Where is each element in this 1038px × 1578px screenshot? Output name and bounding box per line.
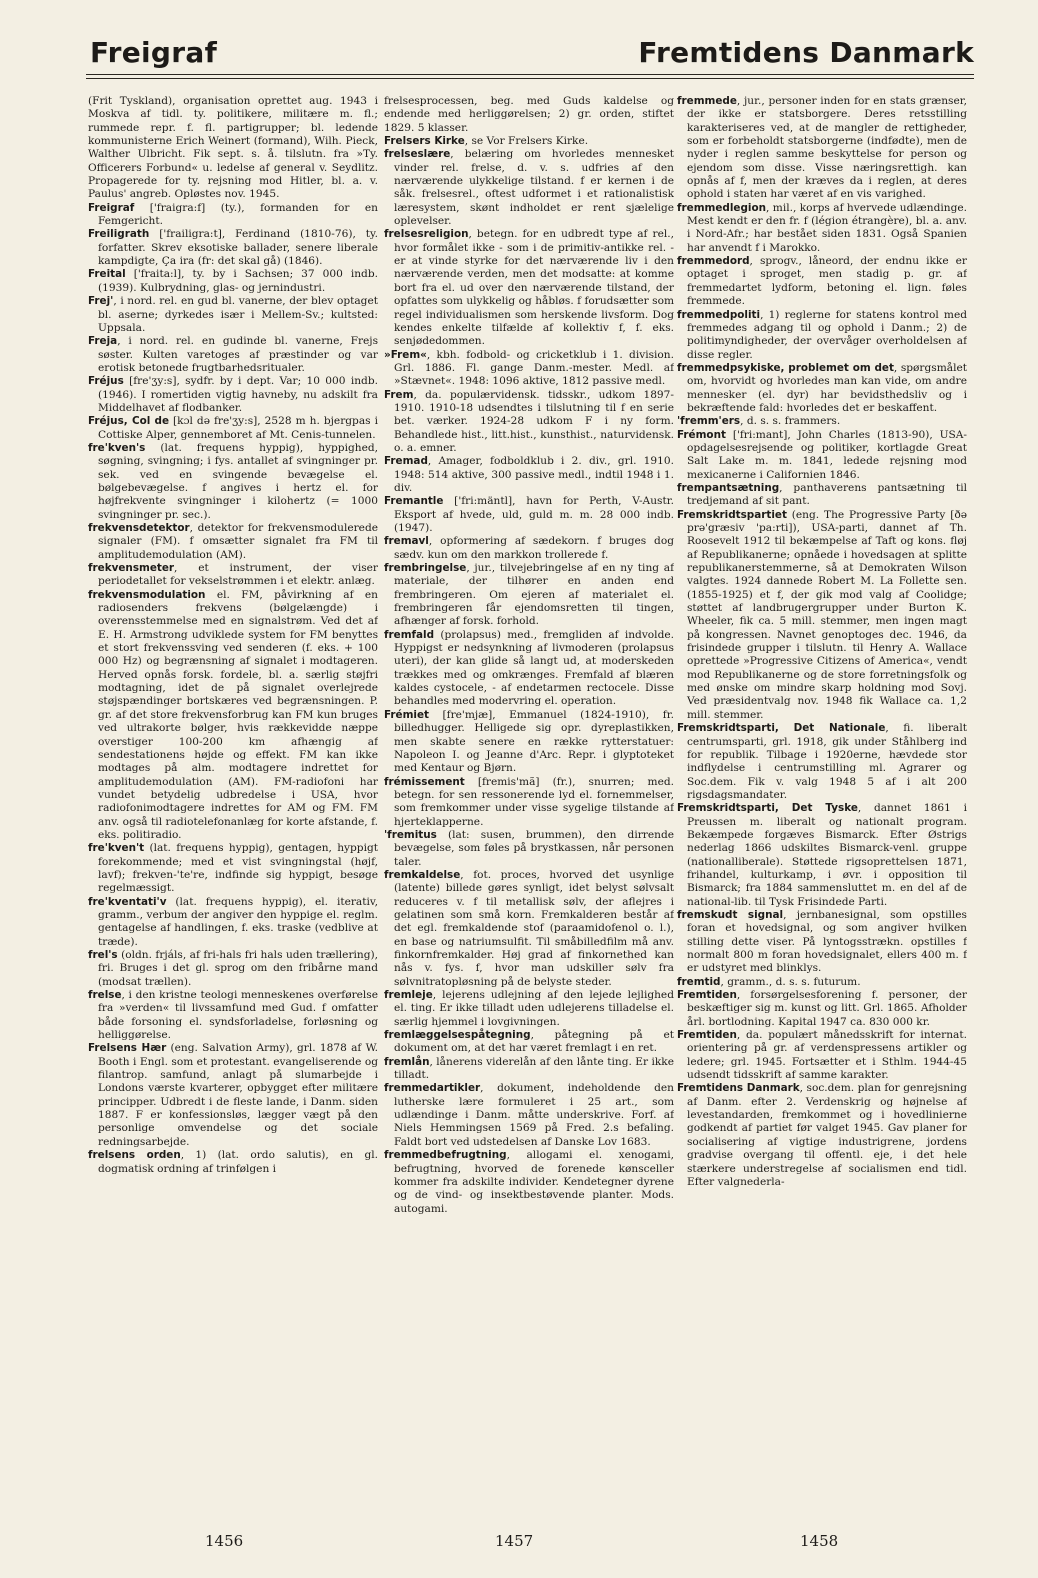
entry-definition: , sprogv., låneord, der endnu ikke er optaget i sproget, men stadig p. gr. af fremmedartet lydform, betoning el. lign. føles fremmede. <box>687 255 967 308</box>
entry-headword: Freigraf <box>88 201 135 214</box>
entry-definition: , påtegning på et dokument om, at det har været fremlagt i en ret. <box>394 1029 674 1055</box>
entry-definition: , spørgsmålet om, hvorvidt og hvorledes man kan vide, om andre mennesker (el. dyr) har bevidsthedsliv og i bekræftende fald: hvorledes det er beskaffent. <box>687 361 967 414</box>
guide-word-right: Fremtidens Danmark <box>638 36 974 69</box>
dictionary-entry <box>677 909 967 976</box>
entry-headword: Fremskridtsparti, Det Tyske <box>677 802 858 815</box>
entry-definition: , da. populærvidensk. tidsskr., udkom 1897-1910. 1910-18 udsendtes i tilslutning til f en serie bet. værker. 1924-28 udkom F i ny form. Behandlede hist., litt.hist., kunsthist., naturvidensk. o. a. emner. <box>394 388 674 454</box>
entry-definition: [fremis'mã] (fr.), snurren; med. betegn. for sen ressonerende lyd el. fornemmelser, som fremkommer under visse sygelige tilstande af hjerteklapperne. <box>394 775 674 828</box>
dictionary-entry <box>384 1082 674 1149</box>
entry-headword: Fremtiden <box>677 989 737 1002</box>
entry-headword: Freiligrath <box>88 228 150 241</box>
dictionary-entry <box>88 842 378 895</box>
entry-headword: frekvensdetektor <box>88 522 190 534</box>
dictionary-entry <box>88 375 378 415</box>
guide-word-left: Freigraf <box>90 36 218 69</box>
entry-headword: frelseslære <box>384 148 451 161</box>
entry-headword: Fréjus, Col de <box>88 415 170 428</box>
entry-headword: fremfald <box>384 628 435 641</box>
entry-headword: fremmedpoliti <box>677 308 761 321</box>
entry-definition: , lånerens viderelån af den lånte ting. Er ikke tilladt. <box>394 1055 674 1082</box>
dictionary-entry <box>88 949 378 989</box>
entry-headword: fremlæggelsespåtegning <box>384 1029 531 1042</box>
entry-definition: (lat: susen, brummen), den dirrende bevægelse, som føles på brystkassen, når personen taler. <box>394 828 674 868</box>
entry-definition: , dokument, indeholdende den lutherske lære formuleret i 25 art., som udlændinge i Danm. måtte underskrive. Forf. af Niels Hemmingsen 1569 på Fred. 2.s befaling. Faldt bort ved udstedelsen af Danske Lov 1683. <box>394 1082 674 1148</box>
entry-definition: , d. s. s. frammers. <box>740 415 841 428</box>
dictionary-entry <box>384 95 674 135</box>
entry-headword: »Frem« <box>384 348 427 361</box>
entry-definition: ['fraigra:f] (ty.), formanden for en Femgericht. <box>98 201 378 228</box>
dictionary-entry <box>88 202 378 229</box>
dictionary-entry <box>88 896 378 949</box>
entry-definition: [fre'ʒy:s], sydfr. by i dept. Var; 10 000 indb. (1946). I romertiden vigtig havneby, nu adskilt fra Middelhavet af flodbanker. <box>98 375 378 414</box>
entry-definition: , i nord. rel. en gud bl. vanerne, der blev optaget bl. aserne; dyrkedes især i Mellem-Sv.; kultsted: Uppsala. <box>98 295 378 334</box>
entry-definition: (oldn. frjáls, af fri-hals fri hals uden trællering), fri. Bruges i det gl. sprog om den fribårne mand (modsat trællen). <box>98 949 378 988</box>
dictionary-entry <box>384 389 674 456</box>
dictionary-entry <box>677 722 967 802</box>
dictionary-entry <box>384 776 674 829</box>
entry-headword: frekvensmodulation <box>88 588 206 601</box>
entry-headword: Frelsers Kirke <box>384 135 465 148</box>
dictionary-entry <box>384 869 674 989</box>
dictionary-entry <box>677 415 967 428</box>
dictionary-entry <box>384 1149 674 1216</box>
entry-definition: (eng. Salvation Army), grl. 1878 af W. Booth i Engl. som et protestant. evangeliserende og filantrop. samfund, anlagt på slumarbejde i Londons værste kvarterer, opbygget efter militære principper. Udbredt i de fleste lande, i Danm. siden 1887. F er konfessionsløs, lægger vægt på den personlige omvendelse og det sociale redningsarbejde. <box>98 1042 378 1148</box>
dictionary-entry <box>384 629 674 709</box>
entry-definition: (Frit Tyskland), organisation oprettet aug. 1943 i Moskva af tidl. ty. politikere, militære m. fl.; rummede repr. f. fl. partigrupper; bl. ledende kommunisterne Erich Weinert (formand), Wilh. Pieck, Walther Ulbricht. Fik sept. s. å. tilslutn. fra »Ty. Officerers Forbund« u. ledelse af general v. Seydlitz. Propagerede for ty. rejsning mod Hitler, bl. a. v. Paulus' angreb. Opløstes nov. 1945. <box>88 95 378 201</box>
dictionary-entry <box>88 562 378 589</box>
entry-definition: , soc.dem. plan for genrejsning af Danm. efter 2. Verdenskrig og højnelse af levestandarden, fremkommet og i hovedlinierne godkendt af partiet før valget 1945. Gav planer for socialisering af vigtige industrigrene, jordens gradvise overgang til offentl. eje, i det hele stærkere understregelse af socialismen end tidl. Efter valgnederla- <box>687 1082 967 1188</box>
dictionary-entry <box>677 802 967 909</box>
entry-headword: Fréjus <box>88 375 124 388</box>
entry-definition: , et instrument, der viser periodetallet for vekselstrømmen i et elektr. anlæg. <box>98 562 378 588</box>
dictionary-entry <box>384 135 674 148</box>
entry-headword: frel's <box>88 949 118 961</box>
dictionary-entry <box>384 228 674 348</box>
entry-headword: Frelsens Hær <box>88 1042 167 1055</box>
entry-headword: Frémiet <box>384 708 430 721</box>
entry-definition: (lat. frequens hyppig), el. iterativ, gramm., verbum der angiver den hyppige el. reglm. gentagelse af handlingen, f. eks. traske (vedblive at træde). <box>98 895 378 948</box>
dictionary-entry <box>88 415 378 442</box>
dictionary-entry <box>88 335 378 375</box>
page-number-left: 1456 <box>205 1532 244 1550</box>
entry-headword: Frem <box>384 388 414 401</box>
entry-headword: fremleje <box>384 989 433 1002</box>
entry-definition: , opformering af sædekorn. f bruges dog sædv. kun om den markkon trollerede f. <box>394 535 674 561</box>
entry-headword: fre'kven't <box>88 842 145 855</box>
entry-definition: , panthaverens pantsætning til tredjemand af sit pant. <box>687 481 967 508</box>
running-header <box>86 30 974 76</box>
entry-definition: , allogami el. xenogami, befrugtning, hvorved de forenede kønsceller kommer fra adskilte individer. Kendetegner dyrene og de vind- og insektbestøvende planter. Mods. autogami. <box>394 1149 674 1215</box>
entry-headword: fremmedartikler <box>384 1082 481 1095</box>
entry-headword: Freital <box>88 268 126 281</box>
entry-definition: ['fraita:l], ty. by i Sachsen; 37 000 indb. (1939). Kulbrydning, glas- og jernindustri. <box>98 268 378 294</box>
entry-definition: , jur., personer inden for en stats grænser, der ikke er statsborgere. Deres retsstilling karakteriseres ved, at de mangler de rettigheder, som er forbeholdt statsborgerne (indfødte), men de nyder i reglen samme beskyttelse for person og ejendom som disse. Visse næringsrettigh. kan opnås af f, men der kræves da i reglen, at deres ophold i staten har været af en vis varighed. <box>687 95 967 201</box>
entry-headword: frembringelse <box>384 562 467 575</box>
entry-definition: , i den kristne teologi menneskenes overførelse fra »verden« til livssamfund med Gud. f omfatter både forsoning el. syndsforladelse, forløsning og helliggørelse. <box>98 989 378 1042</box>
dictionary-entry <box>384 535 674 562</box>
entry-headword: fremmedord <box>677 255 750 268</box>
entry-definition: , mil., korps af hvervede udlændinge. Mest kendt er den fr. f (légion étrangère), bl. a. anv. i Nord-Afr.; har bestået siden 1831. Også Spanien har anvendt f i Marokko. <box>687 201 967 254</box>
dictionary-entry <box>384 989 674 1029</box>
entry-definition: , fi. liberalt centrumsparti, grl. 1918, gik under Ståhlberg ind for republik. Tilbage i 1920erne, hævdede stor indflydelse i centrumstilling ml. Agrarer og Soc.dem. Fik v. valg 1948 5 af i alt 200 rigsdagsmandater. <box>687 722 967 801</box>
entry-headword: fremmedbefrugtning <box>384 1149 507 1162</box>
entry-definition: , gramm., d. s. s. futurum. <box>720 975 861 988</box>
dictionary-entry <box>88 1149 378 1176</box>
dictionary-entry <box>677 429 967 482</box>
dictionary-entry <box>677 1029 967 1082</box>
header-rule <box>86 74 974 75</box>
entry-headword: Freja <box>88 335 118 348</box>
dictionary-entry <box>88 442 378 522</box>
entry-definition: (lat. frequens hyppig), gentagen, hyppigt forekommende; med et vist svingningstal (højf, lavf); frekven-'te're, indfinde sig hyppigt, besøge regelmæssigt. <box>98 842 378 895</box>
entry-headword: fremmedpsykiske, problemet om det <box>677 361 894 374</box>
entry-definition: frelsesprocessen, beg. med Guds kaldelse og endende med herliggørelsen; 2) gr. orden, stiftet 1829. 5 klasser. <box>384 95 674 134</box>
entry-headword: Fremantle <box>384 495 444 508</box>
dictionary-entry <box>88 295 378 335</box>
entry-headword: 'fremitus <box>384 828 437 841</box>
entry-definition: , 1) reglerne for statens kontrol med fremmedes adgang til og ophold i Danm.; 2) de politimyndigheder, der overvåger overholdelsen af disse regler. <box>687 308 967 361</box>
dictionary-entry <box>677 1082 967 1189</box>
entry-headword: frempantsætning <box>677 481 780 494</box>
entry-definition: , Amager, fodboldklub i 2. div., grl. 1910. 1948: 514 aktive, 300 passive medl., indtil 1948 i 1. div. <box>394 455 674 494</box>
header-rule-thin <box>86 78 974 79</box>
entry-headword: fremmedlegion <box>677 201 766 214</box>
dictionary-entry <box>88 95 378 202</box>
entry-headword: fre'kven's <box>88 441 146 454</box>
dictionary-entry <box>677 509 967 723</box>
entry-headword: fremtid <box>677 975 721 988</box>
dictionary-entry <box>677 989 967 1029</box>
dictionary-entry <box>88 522 378 562</box>
column-3 <box>677 95 967 1490</box>
dictionary-entry <box>677 309 967 362</box>
dictionary-entry <box>384 495 674 535</box>
column-1 <box>88 95 378 1490</box>
entry-definition: [fre'mjæ], Emmanuel (1824-1910), fr. billedhugger. Helligede sig opr. dyreplastikken, men skabte senere en række rytterstatuer: Napoleon I. og Jeanne d'Arc. Repr. i glyptoteket med Kentaur og Bjørn. <box>394 708 674 775</box>
entry-headword: frekvensmeter <box>88 562 175 575</box>
dictionary-entry <box>384 455 674 495</box>
entry-definition: (lat. frequens hyppig), hyppighed, søgning, svingning; i fys. antallet af svingninger pr. sek. ved en svingende bevægelse el. bølgebevægelse. f angives i hertz el. for højfrekvente svingninger i kilohertz (= 1000 svingninger pr. sec.). <box>98 441 378 521</box>
dictionary-entry <box>384 829 674 869</box>
dictionary-entry <box>384 562 674 629</box>
dictionary-entry <box>88 1042 378 1149</box>
entry-definition: , kbh. fodbold- og cricketklub i 1. division. Grl. 1886. Fl. gange Danm.-mester. Medl. af »Stævnet«. 1948: 1096 aktive, 1812 passive medl. <box>394 348 674 388</box>
entry-headword: fremskudt signal <box>677 908 784 921</box>
entry-headword: Fremtiden <box>677 1029 737 1042</box>
dictionary-entry <box>384 349 674 389</box>
entry-headword: frelsens orden <box>88 1149 181 1162</box>
dictionary-entry <box>384 1029 674 1056</box>
dictionary-entry <box>384 1056 674 1083</box>
entry-headword: 'fremm'ers <box>677 415 741 428</box>
entry-headword: Fremskridtspartiet <box>677 508 787 521</box>
entry-definition: ['fri:mäntl], havn for Perth, V-Austr. Eksport af hvede, uld, guld m. m. 28 000 indb. (1947). <box>394 495 674 534</box>
entry-headword: fremkaldelse <box>384 868 461 881</box>
entry-headword: Frej' <box>88 295 114 308</box>
entry-headword: fre'kventati'v <box>88 895 167 908</box>
dictionary-entry <box>88 589 378 843</box>
dictionary-entry <box>677 255 967 308</box>
dictionary-entry <box>677 95 967 202</box>
entry-headword: frelsesreligion <box>384 228 469 241</box>
dictionary-entry <box>384 709 674 776</box>
entry-definition: , belæring om hvorledes mennesket vinder rel. frelse, d. v. s. udfries af den nærværende ulykkelige tilstand. f er kernen i de såk. frelsesrel., oftest udformet i et rationalistisk læresystem, skønt indholdet er rent sjælelige oplevelser. <box>394 148 674 228</box>
entry-definition: , lejerens udlejning af den lejede lejlighed el. ting. Er ikke tilladt uden udlejerens tilladelse el. særlig hjemmel i lovgivningen. <box>394 989 674 1028</box>
entry-definition: , detektor for frekvensmodulerede signaler (FM). f omsætter signalet fra FM til amplitudemodulation (AM). <box>98 522 378 561</box>
entry-headword: frémissement <box>384 775 465 788</box>
entry-definition: , jernbanesignal, som opstilles foran et hovedsignal, og som angiver hvilken stilling dette viser. På lyntogsstrækn. opstilles f normalt 800 m foran hovedsignalet, ellers 400 m. f er udstyret med blinklys. <box>687 908 967 975</box>
dictionary-entry <box>677 482 967 509</box>
entry-headword: frelse <box>88 989 122 1002</box>
entry-definition: , dannet 1861 i Preussen m. liberalt og nationalt program. Bekæmpede forgæves Bismarck. Efter Østrigs nederlag 1866 udskiltes Bismarck-venl. gruppe (nationalliberale). Støttede rigsoprettelsen 1871, frihandel, kulturkamp, i øvr. i opposition til Bismarck; fra 1884 sammensluttet m. en del af de national-lib. til Tysk Frisindede Parti. <box>687 802 967 908</box>
entry-definition: , i nord. rel. en gudinde bl. vanerne, Frejs søster. Kulten varetoges af præstinder og var erotisk betonede frugtbarhedsritualer. <box>98 335 378 374</box>
entry-definition: , se Vor Frelsers Kirke. <box>464 135 589 148</box>
entry-definition: , 1) (lat. ordo salutis), en gl. dogmatisk ordning af trinfølgen i <box>98 1149 378 1175</box>
entry-headword: Frémont <box>677 428 726 441</box>
entry-definition: el. FM, påvirkning af en radiosenders frekvens (bølgelængde) i overensstemmelse med en signalstrøm. Ved det af E. H. Armstrong udviklede system for FM benyttes et stort frekvenssving ved senderen (f. eks. + 100 000 Hz) og begrænsning af signalet i modtageren. Herved opnås forsk. fordele, bl. a. særlig støjfri modtagning, idet de på signalet overlejrede støjspændinger bortskæres ved begrænsningen. P. gr. af det store frekvensforbrug kan FM kun bruges ved ultrakorte bølger, hvis rækkevidde næppe overstiger 100-200 km afhængig af sendestationens højde og effekt. FM kan ikke modtages på alm. modtagere indrettet for amplitudemodulation (AM). FM-radiofoni har vundet betydelig udbredelse i USA, hvor radiofonimodtagere indrettes for AM og FM. FM anv. også til radiotelefonanlæg for korte afstande, f. eks. politiradio. <box>98 588 378 841</box>
entry-definition: ['frailigra:t], Ferdinand (1810-76), ty. forfatter. Skrev eksotiske ballader, senere liberale kampdigte, Ça ira (fr: det skal gå) (1846). <box>98 228 378 268</box>
page-number-right: 1458 <box>800 1532 839 1550</box>
dictionary-entry <box>88 268 378 295</box>
entry-definition: (eng. The Progressive Party [ðə prə'græsiv 'pa:rti]), USA-parti, dannet af Th. Roosevelt 1912 til bekæmpelse af Taft og kons. fløj af Republikanerne; opnåede i hovedsagen at splitte republikanerstemmerne, så at Demokraten Wilson valgtes. 1924 dannede Robert M. La Follette sen. (1855-1925) et f, der gik mod valg af Coolidge; støttet af landbrugergrupper under Burton K. Wheeler, fik ca. 5 mill. stemmer, men ingen magt på kongressen. Navnet genoptoges dec. 1946, da frisindede grupper i tilslutn. til Henry A. Wallace oprettede »Progressive Citizens of America«, vendt mod Republikanerne og de store forretningsfolk og med ønske om mindre skarp holdning mod Sovj. Ved præsidentvalg nov. 1948 fik Wallace ca. 1,2 mill. stemmer. <box>687 508 967 721</box>
page-number-middle: 1457 <box>495 1532 534 1550</box>
dictionary-entry <box>677 362 967 415</box>
entry-definition: , forsørgelsesforening f. personer, der beskæftiger sig m. kunst og litt. Grl. 1865. Afholder årl. bortlodning. Kapital 1947 ca. 830 000 kr. <box>687 989 967 1028</box>
dictionary-entry <box>677 976 967 989</box>
entry-definition: , betegn. for en udbredt type af rel., hvor formålet ikke - som i de primitiv-antikke rel. - er at vinde styrke for det nærværende liv i den nærværende verden, men det modsatte: at komme bort fra el. ud over den nærværende tilstand, der opfattes som ulykkelig og håbløs. f forudsætter som regel individualismen som herskende livsform. Dog kendes enkelte tilfælde af kollektiv f, f. eks. senjødedommen. <box>394 228 674 348</box>
entry-definition: , da. populært månedsskrift for internat. orientering på gr. af verdenspressens artikler og ledere; grl. 1945. Fortsætter et i Sthlm. 1944-45 udsendt tidsskrift af samme karakter. <box>687 1029 967 1082</box>
entry-headword: Fremad <box>384 455 428 468</box>
entry-definition: ['fri:mant], John Charles (1813-90), USA-opdagelsesrejsende og politiker, kortlagde Great Salt Lake m. m. 1841, ledede rejsning mod mexicanerne i Californien 1846. <box>687 428 967 481</box>
entry-definition: , jur., tilvejebringelse af en ny ting af materiale, der tilhører en anden end frembringeren. Om ejeren af materialet el. frembringeren får ejendomsretten til tingen, afhænger af forsk. forhold. <box>394 562 674 628</box>
entry-definition: (prolapsus) med., fremgliden af indvolde. Hyppigst er nedsynkning af livmoderen (prolapsus uteri), der kan glide så langt ud, at moderskeden trækkes med og omkrænges. Fremfald af blæren kaldes cystocele, - af endetarmen rectocele. Disse behandles med modervring el. operation. <box>394 628 674 708</box>
dictionary-entry <box>677 202 967 255</box>
entry-headword: fremmede <box>677 95 737 107</box>
entry-headword: fremavl <box>384 535 429 548</box>
dictionary-entry <box>88 228 378 268</box>
column-2 <box>384 95 674 1490</box>
entry-definition: [kɔl də fre'ʒy:s], 2528 m h. bjergpas i Cottiske Alper, gennemboret af Mt. Cenis-tunnelen. <box>98 415 378 441</box>
entry-headword: fremlån <box>384 1055 430 1068</box>
entry-headword: Fremskridtsparti, Det Nationale <box>677 722 886 735</box>
dictionary-entry <box>88 989 378 1042</box>
entry-definition: , fot. proces, hvorved det usynlige (latente) billede gøres synligt, idet belyst sølvsalt reduceres v. f til metallisk sølv, der aflejres i gelatinen som små korn. Fremkalderen består af det egl. fremkaldende stof (paraamidofenol o. l.), en base og natriumsulfit. Til småbilledfilm må anv. finkornfremkalder. Høj grad af finkornethed kan nås v. fys. f, hvor man udskiller sølv fra sølvnitratopløsning på de belyste steder. <box>394 868 674 988</box>
entry-headword: Fremtidens Danmark <box>677 1082 800 1095</box>
dictionary-entry <box>384 148 674 228</box>
